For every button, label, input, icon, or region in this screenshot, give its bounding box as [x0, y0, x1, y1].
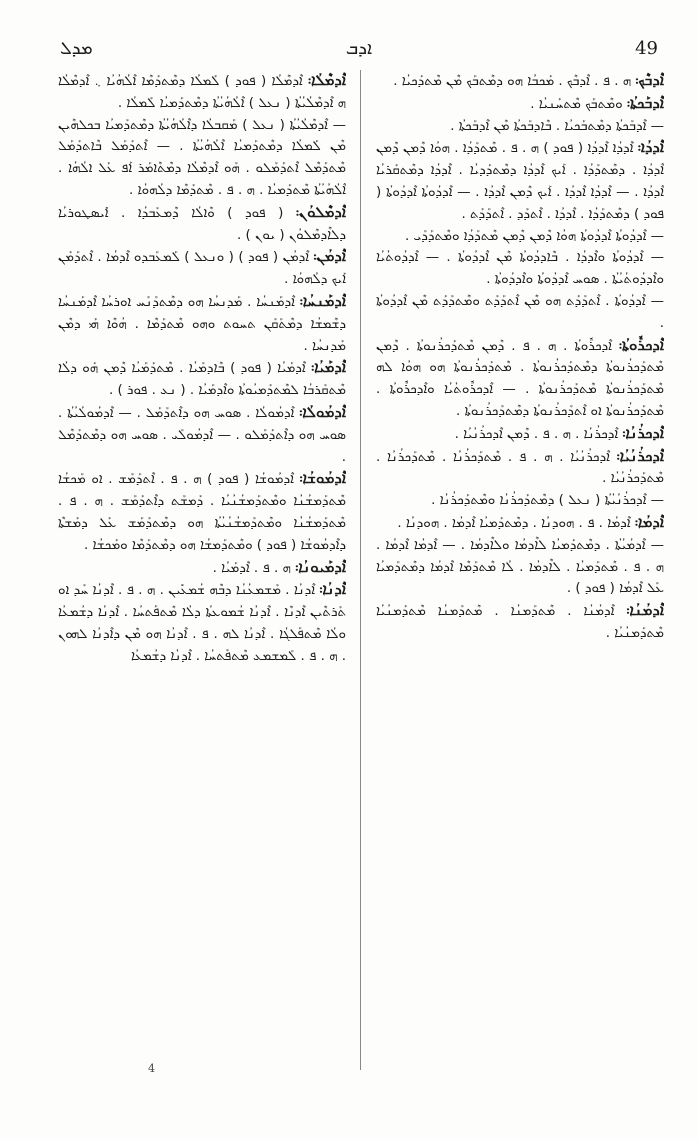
dictionary-entry — [376, 335, 664, 423]
entry-headword: ܐܶܕܡܳܘܠܳܐ܃ — [299, 402, 346, 421]
entry-headword: ܐܶܕܡܶܠܘܳܢ܃ — [295, 202, 346, 221]
entry-text: — ܐܶܕܕܳܘܬܳܐ . ܐܶܬܕܰܕܰܬ ܗܘ ܡܶܢ ܐܶܬܕܰܕܰܬ ܘܡܶܬܕܰܕܰܬ ܡܶܢ ܐܶܕܕܳܘܬܳܐ . — [376, 293, 664, 331]
entry-text: — ܐܶܕܟܪܳܢܳܝܳܬܳܐ ( ܢܥܠ ) ܕܡܶܬܕܰܟܪܳܢܳܐ ܘܡܶܬܕܰܟܪܳܢܳܐ . — [431, 493, 664, 509]
entry-text: — ܐܶܕܕܳܘܬܳܐ ܘܐܶܕܕܳܐ . ܒܶܐܕܕܳܘܬܳܐ ܡܶܢ ܐܶܕܕܳܘܬܳܐ . — ܐܶܕܕܳܘܬܳܝܳܐ ܘܐܶܕܕܳܘܬܳܝܳܬܳܐ . ܣܘܚ ܐܶܕܕܳܘܬܳܐ ܘܐܶܕܕܳܘܬܳܐ . — [376, 250, 664, 288]
dictionary-entry — [58, 70, 346, 115]
left-column — [58, 70, 346, 1080]
entry-text: ܐܶܕܟܪܽܘܬܳܐ . ܗ . ܦ . ܕܶܡܢ ܡܶܬܕܰܟܪܳܢܘܬܳܐ . ܕܶܡܢ ܡܶܬܕܰܟܪܳܢܘܬܳܐ ܕܡܶܬܕܰܟܪܳܢܘܬܳܐ . ܡܶܬܕܰܟܪܳܢܘܬܳܐ ܗܘ ܗܘܳܐ ܠܗ ܡܶܬܕܰܟܪܳܢܘܬܳܐ ܡܶܬܕܰܟܪܳܢܘܬܳܐ . — ܐܶܕܟܪܽܘܬܳܝܳܐ ܘܐܶܕܟܪܽܘܬܳܐ . ܡܶܬܕܰܟܪܳܢܘܬܳܐ ܐܘ ܐܶܬܕܰܟܪܳܢܘܬܳܐ ܕܡܶܬܕܰܟܪܳܢܘܬܳܐ . — [376, 338, 664, 419]
entry-text: ܐܶܕܡܳܐ . ܦ . ܗܘܕܢܳܐ . ܕܡܶܬܕܰܡܝܳܐ ܐܶܕܡܳܐ . ܗܘܕܢܳܐ . — [397, 515, 635, 531]
dictionary-entry — [376, 93, 664, 116]
dictionary-entry — [376, 446, 664, 491]
entry-headword: ܐܶܕܡܰܝܳܐ܃ — [311, 358, 346, 377]
entry-text: ܐܶܕܡܶܠܳܐ ( ܦܘܕ ) ܠܰܡܠܳܐ ܕܡܶܬܕܰܡܶܐ ܐܶܠܳܗܳܝܳܐ ܆ ܐܶܕܡܶܠܳܐ ܗ ܐܶܕܡܶܠܳܝܳܬܳܐ ( ܢܥܠ ) ܐܶܠܳܗܳܝܳܬܳܐ ܕܡܶܬܕܰܡܝܳܐ ܠܰܡܠܳܐ . — [58, 74, 346, 111]
folio-signature: 4 — [148, 1062, 155, 1075]
entry-text: ܐܶܕܡܳܘܫܳܐ ( ܦܘܕ ) ܗ . ܦ . ܐܶܬܕܰܡܰܫ . ܐܘ ܡܰܟܫܳܐ ܡܶܬܕܰܡܫܳܢܳܐ ܘܡܶܬܕܰܡܫܳܢܳܝܳܐ . ܕܰܡܫܰܬ ܕܐܶܬܕܰܡܰܫ . ܗ . ܦ . ܡܶܬܕܰܡܫܳܢܳܐ ܘܡܶܬܕܰܡܫܳܢܳܝܳܬܳܐ ܗܘ ܕܡܶܬܕܰܡܰܫ ܥܰܠ ܕܡܰܫܬܶܐ ܕܐܶܕܡܳܘܫܳܐ ( ܦܘܕ ) ܘܡܶܬܕܰܡܫܳܐ ܗܘ ܕܡܶܬܕܰܡܶܐ ܘܡܰܟܫܳܐ . — [58, 472, 346, 553]
column-divider — [360, 70, 361, 1070]
running-head — [60, 38, 658, 66]
running-head-center: ܐܕܒ — [345, 38, 373, 59]
entry-text: ( ܦܘܕ ) ܘܶܐܠܳܐ ܕܶܡܥܰܒܕܳܐ . ܐܺܝܣܛܘܪܝܳܐ ܕܠܐܶܕܡܶܠܘܳܢ ( ܝܘܢ ) . — [58, 205, 346, 243]
entry-headword: ܐܶܕܟܪܳܢܳܝܳܐ܃ — [616, 446, 664, 465]
dictionary-entry — [58, 202, 346, 247]
entry-text: ܐܶܕܟܪܳܢܳܝܳܐ . ܗ . ܦ . ܡܶܬܕܰܟܪܳܢܳܐ . ܡܶܬܕܰܟܪܳܢܳܐ . ܡܶܬܕܰܟܪܳܢܳܝܳܐ . — [376, 449, 664, 487]
dictionary-entry — [58, 357, 346, 402]
dictionary-entry — [58, 291, 346, 357]
dictionary-entry — [58, 557, 346, 580]
dictionary-entry — [376, 423, 664, 446]
dictionary-entry — [376, 70, 664, 93]
dictionary-entry — [58, 402, 346, 468]
entry-text: ܐܶܕܕܳܐ ܐܶܕܕܳܐ ( ܦܘܕ ) ܗ . ܦ . ܡܶܬܕܰܕܳܐ . ܗܘܳܐ ܕܶܡܢ ܕܶܡܢ ܐܶܕܕܳܐ . ܕܡܶܬܕܰܕܳܐ . ܐܰܝܟ ܐܶܕܕܳܐ ܕܡܶܬܕܰܕܝܳܐ . ܐܶܕܕܳܐ ܕܡܶܬܩܰܪܝܳܐ ܐܶܕܕܳܐ . — ܐܶܕܕܳܐ ܐܶܕܕܳܐ . ܐܰܝܟ ܕܶܡܢ ܐܶܕܕܳܐ . — ܐܶܕܕܳܘܬܳܐ ܐܶܕܕܳܘܬܳܐ ( ܦܘܕ ) ܕܡܶܬܕܰܕܳܐ . ܐܶܕܕܳܐ . ܐܶܬܕܰܕ . ܐܶܬܕܰܕܰܬ . — [376, 141, 664, 222]
dictionary-entry — [58, 468, 346, 556]
entry-text: ܐܶܕܟܪܳܢܳܐ . ܗ . ܦ . ܕܶܡܢ ܐܶܕܟܪܳܢܳܝܳܐ . — [454, 426, 623, 442]
entry-text: ܗ . ܦ . ܐܶܕܡܰܝܳܐ . — [212, 560, 296, 576]
dictionary-entry — [58, 579, 346, 667]
entry-headword: ܐܶܕܟܪܽܘܬܳܐ܃ — [618, 335, 664, 354]
entry-headword: ܐܶܕܡܳܐ܃ — [634, 512, 664, 531]
entry-text: ܐܶܕܡܳܢܳܐ . ܡܶܬܕܰܡܢܳܐ . ܡܶܬܕܰܡܢܳܐ ܡܶܬܕܰܡܢܳܝܳܐ ܡܶܬܕܰܡܢܳܝܳܐ . — [376, 604, 664, 641]
entry-text: ܗ . ܦ . ܐܶܕܒܶܟ . ܡܰܟܒܳܐ ܗܘ ܕܡܶܬܒܰܟ ܡܶܢ ܡܶܬܕܰܟܝܳܐ . — [393, 74, 636, 89]
entry-headword: ܐܶܕܡܳܘܫܳܐ܃ — [299, 469, 346, 488]
entry-text: ܐܶܕܡܰܢܚܳܐ . ܡܰܕܢܚܳܐ ܗܘ ܕܡܶܬܕܰܢܰܚ ܐܘܪܚܳܐ ܐܶܕܡܰܢܚܳܐ ܕܫܶܡܫܳܐ ܕܡܶܬܰܩܰܢ ܬܚܘܬ ܘܗܘ ܡܶܬܕܰܡܶܐ . ܗܳܘܶܐ ܗܰܝ ܕܡܶܢ ܡܰܕܢܚܳܐ . — [58, 294, 346, 354]
entry-text: ܐܶܕܢܳܐ . ܡܰܫܡܥܳܢܳܐ ܕܒܶܗ ܫܳܡܥܺܝܢ . ܗ . ܦ . ܐܶܕܢܳܐ ܚܰܕ ܐܘ ܬܰܪܬܶܝܢ ܐܶܕܢܶܐ . ܐܶܕܢܳܐ ܫܳܡܘܥܬܳܐ ܕܠܳܐ ܡܶܬܦܰܬܚܳܐ . ܐܶܕܢܳܐ ܕܫܳܡܥܳܐ ܘܠܳܐ ܡܶܬܦܰܠܓܳܐ . ܐܶܕܢܳܐ ܠܗ . ܦ . ܐܶܕܢܳܐ ܗܘ ܡܶܢ ܕܐܶܕܢܳܐ ܠܗܘܢ . ܗ . ܦ . ܠܰܡܫܡܥ ܡܶܬܦܰܬܚܳܐ . ܐܶܕܢܳܐ ܕܫܳܡܥܳܐ — [58, 583, 346, 664]
entry-headword: ܐܶܕܒܶܟ܃ — [635, 71, 664, 89]
entry-headword: ܐܶܕܒܰܟܬܳܐ܃ — [626, 93, 664, 112]
dictionary-entry — [376, 490, 664, 512]
text-columns — [58, 70, 664, 1080]
dictionary-entry — [376, 291, 664, 335]
dictionary-entry — [376, 535, 664, 600]
entry-headword: ܐܶܕܟܪܳܢܳܐ܃ — [622, 423, 664, 442]
dictionary-entry — [376, 226, 664, 248]
page-number: 49 — [635, 38, 658, 59]
entry-text: ܐܶܕܡܳܢ ( ܦܘܕ ) ( ܘܢܥܠ ) ܠܰܡܥܰܒܕܘ ܐܶܕܡܳܐ . ܐܶܬܕܰܡܰܢ ܐܰܝܟ ܕܠܳܗܘܳܐ . — [58, 250, 346, 288]
right-column — [376, 70, 664, 1080]
entry-text: — ܐܶܕܒܰܟܬܳܐ ܕܡܶܬܒܰܟܝܳܐ . ܒܶܐܕܒܰܟܬܳܐ ܡܶܢ ܐܶܕܒܰܟܬܳܐ . — [450, 118, 664, 134]
entry-headword: ܐܶܕܡܳܢ܃ — [313, 247, 346, 266]
running-head-left: ܡܕܠ — [60, 38, 93, 59]
entry-headword: ܐܶܕܡܳܢܳܐ܃ — [626, 601, 664, 620]
entry-headword: ܐܶܕܡܰܢܚܳܐ܃ — [299, 291, 346, 310]
dictionary-entry — [58, 115, 346, 202]
entry-text: ܐܶܕܡܰܝܳܐ ( ܦܘܕ ) ܒܶܐܕܡܰܝܳܐ . ܡܶܬܕܰܡܰܝܳܐ ܕܶܡܢ ܗܰܘ ܕܠܳܐ ܡܶܬܩܰܪܒܳܐ ܠܡܶܬܕܰܡܝܳܘܬܳܐ ܘܐܶܕܡܰܝܳܐ . ( ܢܥ . ܦܘܪ ) . — [58, 361, 346, 399]
entry-text: — ܐܶܕܡܳܝܳܬܳܐ . ܕܡܶܬܕܰܡܝܳܐ ܠܐܶܕܡܳܐ ܘܠܐܶܕܡܳܐ . — ܐܶܕܡܳܐ ܐܶܕܡܳܐ . ܗ . ܦ . ܡܶܬܕܰܡܝܳܐ . ܠܐܶܕܡܳܐ . ܠܳܐ ܡܶܬܕܰܡܶܐ ܐܶܕܡܳܐ ܕܡܶܬܕܰܡܝܳܐ ܥܰܠ ܐܶܕܡܳܐ ( ܦܘܕ ) . — [376, 537, 664, 597]
dictionary-entry — [376, 116, 664, 138]
dictionary-entry — [376, 137, 664, 225]
entry-headword: ܐܶܕܢܳܐ܃ — [319, 580, 346, 599]
dictionary-entry — [58, 246, 346, 291]
entry-headword: ܐܶܕܕܳܐ܃ — [637, 138, 664, 157]
dictionary-entry — [376, 247, 664, 291]
entry-text: — ܐܶܕܡܶܠܳܝܳܬܳܐ ( ܢܥܠ ) ܡܰܩܒܠܳܐ ܕܐܶܠܳܗܳܝܳܬܳܐ ܕܡܶܬܕܰܡܝܳܐ ܒܟܠܗܶܝܢ ܡܶܢ ܠܰܡܠܳܐ ܕܡܶܬܕܰܡܝܳܐ ܐܶܠܳܗܳܝܳܬܳܐ . — ܐܶܬܕܰܡܰܠ ܒܶܐܬܕܰܡܰܠ ܡܶܬܕܰܡܶܠ ܐܶܬܕܰܡܰܠܘ . ܗܰܘ ܐܶܕܡܶܠܳܐ ܕܡܶܬܶܐܡܰܪ ܐܰܦ ܥܰܠ ܐܠܳܗܳܐ . ܐܶܠܳܗܳܝܳܬܳܐ ܡܶܬܕܰܡܝܳܐ . ܗ . ܦ . ܡܶܬܕܰܡܶܐ ܕܠܳܗܘܳܐ . — [58, 117, 346, 198]
dictionary-entry — [376, 512, 664, 535]
dictionary-entry — [376, 600, 664, 645]
entry-text: — ܐܶܕܕܳܘܬܳܐ ܐܶܕܕܳܘܬܳܐ ܗܘܳܐ ܕܶܡܢ ܕܶܡܢ ܡܶܬܕܰܕܳܐ ܘܡܶܬܕܰܕܰܝ . — [404, 228, 664, 244]
entry-headword: ܐܶܕܡܶܠܳܐ܃ — [307, 71, 346, 89]
entry-headword: ܐܶܕܡܰܝܘܢܳܐ܃ — [295, 557, 346, 576]
entry-text: ܘܡܶܬܒܰܟ ܡܶܬܚܰܢܝܳܐ . — [530, 96, 627, 112]
entry-text: ܐܶܕܡܳܘܠܳܐ . ܣܘܚ ܗܘ ܕܐܶܬܕܰܡܰܠ . — ܐܶܕܡܳܘܠܳܝܳܬܳܐ . ܣܘܚ ܗܘ ܕܐܶܬܕܰܡܰܠܘ . — ܐܶܕܡܳܘܠܰܝ . ܣܘܚ ܗܘ ܕܡܶܬܕܰܡܶܠ . — [58, 405, 346, 465]
